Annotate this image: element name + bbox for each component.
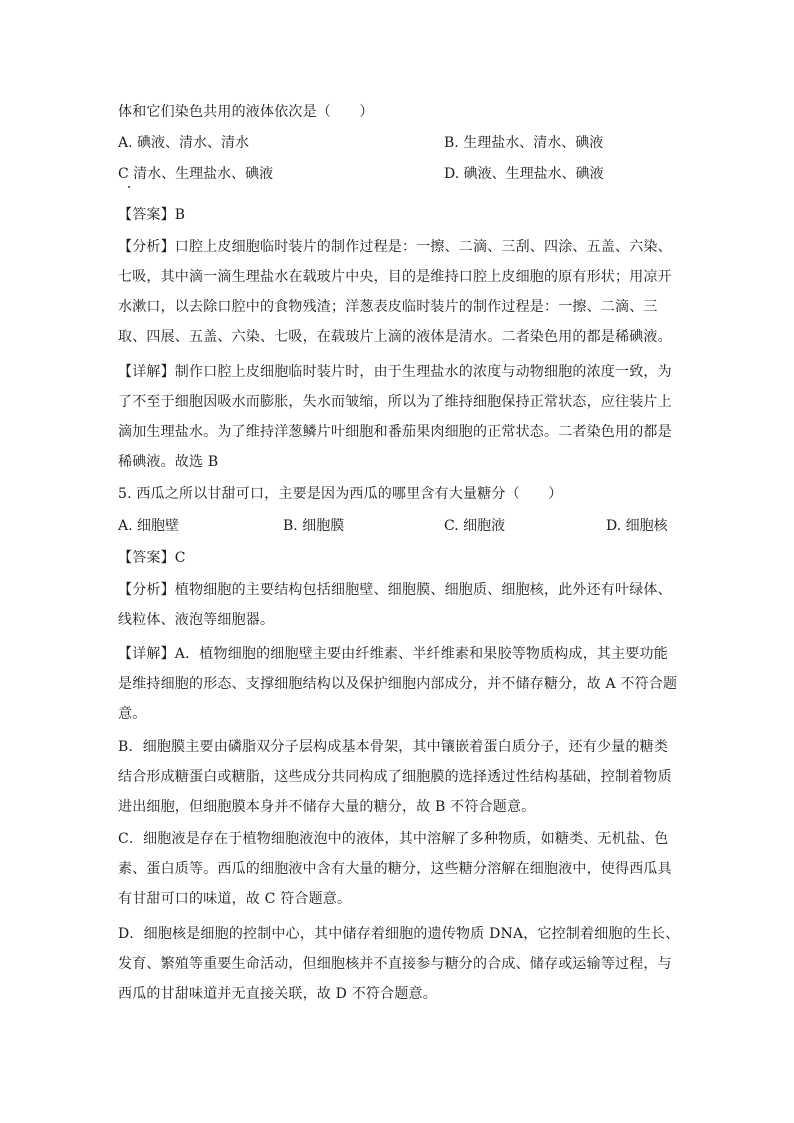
q4-option-c: C 清水、生理盐水、碘液 xyxy=(118,166,274,182)
q4-analysis-line: 水漱口，以去除口腔中的食物残渣；洋葱表皮临时装片的制作过程是：一擦、二滴、三 xyxy=(118,299,658,315)
stray-dot xyxy=(128,186,130,188)
q4-detail-line: 了不至于细胞因吸水而膨胀，失水而皱缩，所以为了维持细胞保持正常状态，应往装片上 xyxy=(118,394,672,410)
q5-detail-line: 有甘甜可口的味道，故 C 符合题意。 xyxy=(118,891,352,907)
q4-analysis-line: 【分析】口腔上皮细胞临时装片的制作过程是：一擦、二滴、三刮、四涂、五盖、六染、 xyxy=(118,239,672,255)
q5-option-b: B. 细胞膜 xyxy=(283,518,345,534)
q5-analysis-line: 【分析】植物细胞的主要结构包括细胞壁、细胞膜、细胞质、细胞核，此外还有叶绿体、 xyxy=(118,582,672,598)
q5-detail-line: 西瓜的甘甜味道并无直接关联，故 D 不符合题意。 xyxy=(118,986,437,1002)
q5-option-d: D. 细胞核 xyxy=(606,518,668,534)
q4-analysis-line: 取、四展、五盖、六染、七吸，在载玻片上滴的液体是清水。二者染色用的都是稀碘液。 xyxy=(118,329,672,345)
q5-option-c: C. 细胞液 xyxy=(444,518,506,534)
q5-detail-line: 【详解】A．植物细胞的细胞壁主要由纤维素、半纤维素和果胶等物质构成，其主要功能 xyxy=(118,646,668,662)
q5-detail-line: 发育、繁殖等重要生命活动，但细胞核并不直接参与糖分的合成、储存或运输等过程，与 xyxy=(118,956,672,972)
q4-detail-line: 滴加生理盐水。为了维持洋葱鳞片叶细胞和番茄果肉细胞的正常状态。二者染色用的都是 xyxy=(118,424,672,440)
q5-stem: 5. 西瓜之所以甘甜可口，主要是因为西瓜的哪里含有大量糖分（ ） xyxy=(118,486,563,502)
q5-detail-line: B．细胞膜主要由磷脂双分子层构成基本骨架，其中镶嵌着蛋白质分子，还有少量的糖类 xyxy=(118,739,669,755)
q5-detail-line: C．细胞液是存在于植物细胞液泡中的液体，其中溶解了多种物质，如糖类、无机盐、色 xyxy=(118,831,669,847)
q4-stem-tail: 体和它们染色共用的液体依次是（ ） xyxy=(118,104,374,120)
q4-detail-line: 稀碘液。故选 B xyxy=(118,454,219,470)
q5-detail-line: 意。 xyxy=(118,706,147,722)
q4-option-b: B. 生理盐水、清水、碘液 xyxy=(444,135,604,151)
q4-option-a: A. 碘液、清水、清水 xyxy=(118,135,250,151)
q5-option-a: A. 细胞壁 xyxy=(118,518,180,534)
q4-analysis-line: 七吸，其中滴一滴生理盐水在载玻片中央，目的是维持口腔上皮细胞的原有形状；用凉开 xyxy=(118,269,672,285)
q5-detail-line: 素、蛋白质等。西瓜的细胞液中含有大量的糖分，这些糖分溶解在细胞液中，使得西瓜具 xyxy=(118,861,672,877)
q4-answer: 【答案】B xyxy=(118,207,186,223)
q5-detail-line: 是维持细胞的形态、支撑细胞结构以及保护细胞内部成分，并不储存糖分，故 A 不符合题 xyxy=(118,676,678,692)
q5-detail-line: D．细胞核是细胞的控制中心，其中储存着细胞的遗传物质 DNA，它控制着细胞的生长、 xyxy=(118,926,680,942)
q5-detail-line: 结合形成糖蛋白或糖脂，这些成分共同构成了细胞膜的选择透过性结构基础，控制着物质 xyxy=(118,769,672,785)
q5-detail-line: 进出细胞，但细胞膜本身并不储存大量的糖分，故 B 不符合题意。 xyxy=(118,799,536,815)
q4-option-d: D. 碘液、生理盐水、碘液 xyxy=(444,166,604,182)
q5-analysis-line: 线粒体、液泡等细胞器。 xyxy=(118,612,275,628)
q5-answer: 【答案】C xyxy=(118,550,186,566)
q4-detail-line: 【详解】制作口腔上皮细胞临时装片时，由于生理盐水的浓度与动物细胞的浓度一致，为 xyxy=(118,364,672,380)
